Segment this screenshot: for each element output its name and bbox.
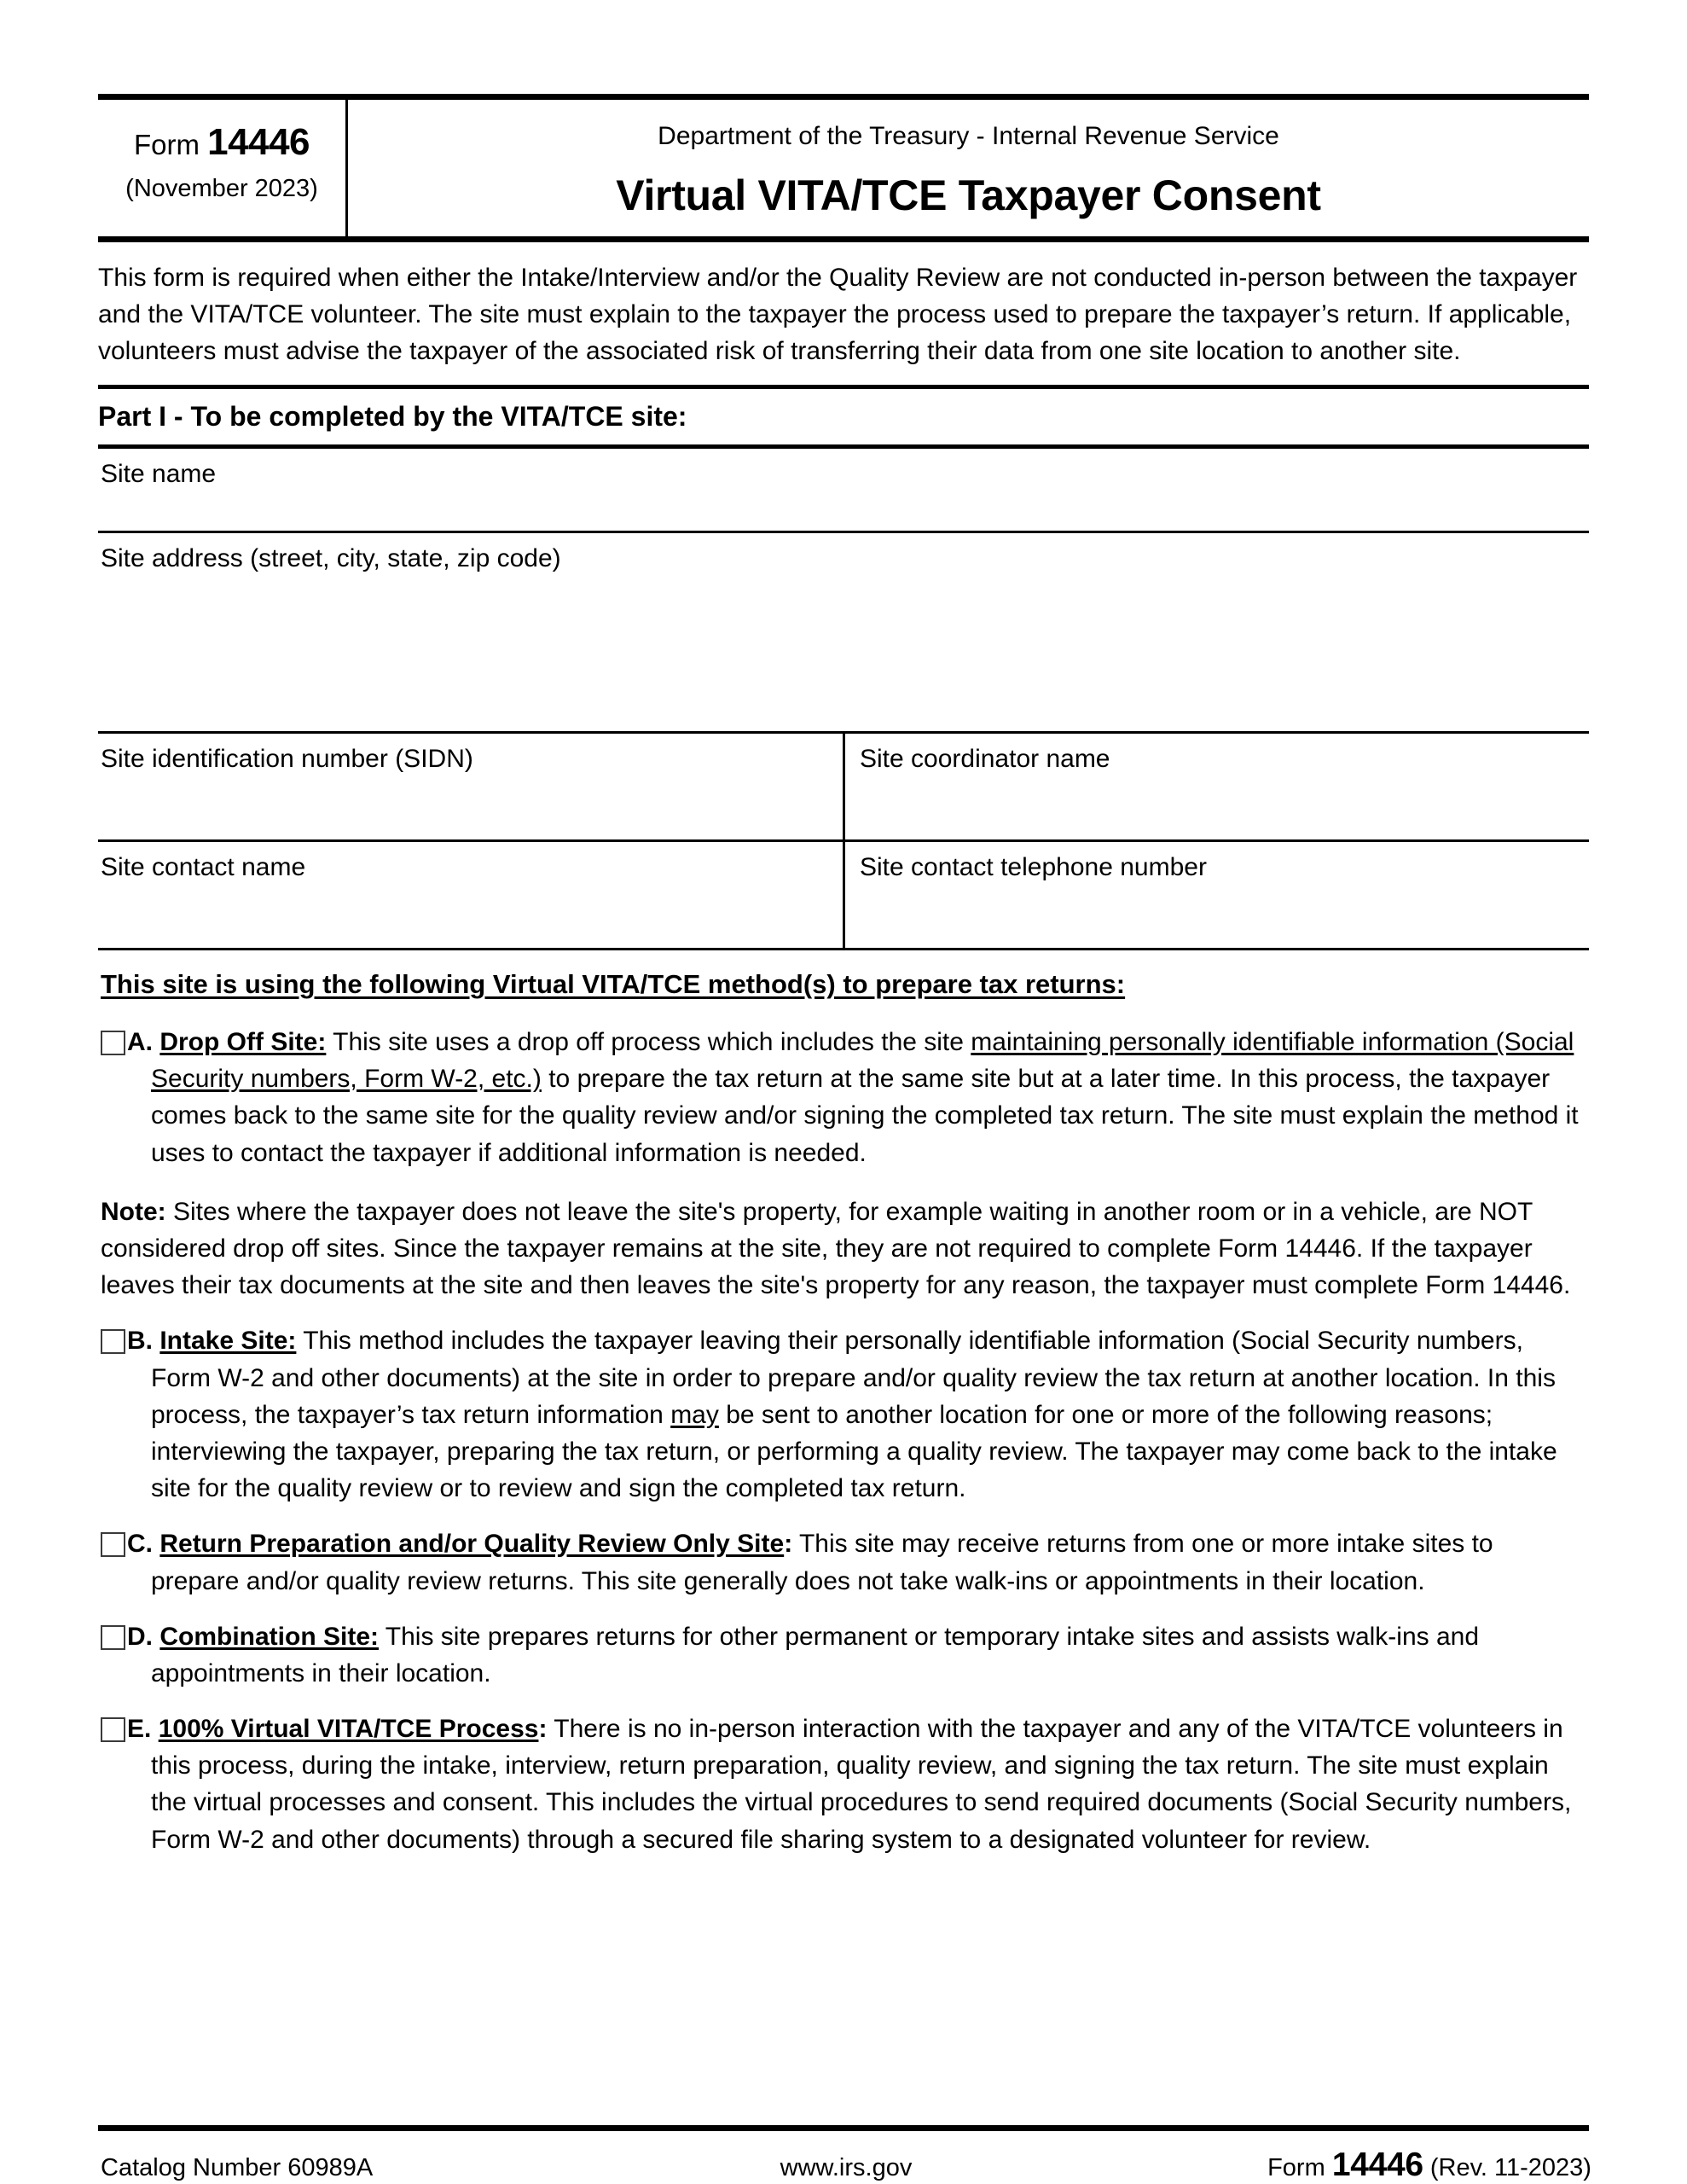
sidn-field[interactable] xyxy=(98,734,843,839)
checkbox-option-e[interactable] xyxy=(101,1717,125,1742)
site-contact-telephone-field[interactable] xyxy=(845,842,1589,948)
agency-name: Department of the Treasury - Internal Revenue Service xyxy=(658,122,1279,150)
option-b-text-part2: be sent to another location for one or more of the following reasons; interviewing the taxpayer, preparing the tax return, or performing a quality review. The taxpayer may come back to the intake site for the quality review or to review and sign the completed tax return. xyxy=(151,1400,1557,1503)
option-a-underlined-phrase: maintaining personally identifiable information (Social Security numbers, Form W-2, etc.) xyxy=(151,1028,1574,1094)
option-b-letter: B. xyxy=(127,1327,153,1356)
checkbox-option-c[interactable] xyxy=(101,1532,125,1557)
irs-website[interactable]: www.irs.gov xyxy=(780,2154,913,2181)
header-bottom-rule xyxy=(98,236,1589,242)
checkbox-option-a[interactable] xyxy=(101,1031,125,1055)
site-address-field[interactable] xyxy=(98,533,1589,731)
method-option-a-text xyxy=(125,1024,1589,1171)
form-identity-block xyxy=(98,100,345,236)
page-title: Virtual VITA/TCE Taxpayer Consent xyxy=(616,171,1321,219)
header-top-rule xyxy=(98,94,1589,100)
form-title-block xyxy=(348,100,1589,236)
method-option-e[interactable] xyxy=(98,1692,1589,1858)
site-contact-telephone-label: Site contact telephone number xyxy=(860,853,1207,882)
method-option-b-text xyxy=(125,1322,1589,1507)
catalog-number: Catalog Number 60989A xyxy=(101,2154,374,2181)
drop-off-note xyxy=(98,1171,1589,1304)
method-option-c[interactable] xyxy=(98,1507,1589,1599)
form-number-line xyxy=(98,119,345,166)
site-contact-name-label: Site contact name xyxy=(101,853,306,882)
checkbox-option-b[interactable] xyxy=(101,1329,125,1354)
form-revision-date: (November 2023) xyxy=(125,175,318,203)
site-coordinator-label: Site coordinator name xyxy=(860,745,1110,774)
intro-paragraph: This form is required when either the Intake/Interview and/or the Quality Review are not conducted in-person between the taxpayer and the VITA/TCE volunteer. The site must explain to the taxpayer the process used to prepare the taxpayer’s return. If applicable, volunteers must advise the taxpayer of the associated risk of transferring their data from one site location to another site. xyxy=(98,263,1578,365)
form-number: 14446 xyxy=(207,121,310,163)
contact-row xyxy=(98,842,1589,948)
method-option-d[interactable] xyxy=(98,1600,1589,1692)
option-a-term: Drop Off Site: xyxy=(159,1028,327,1057)
methods-heading: This site is using the following Virtual VITA/TCE method(s) to prepare tax returns: xyxy=(101,969,1126,1000)
method-option-c-text xyxy=(125,1525,1589,1599)
option-c-letter: C. xyxy=(127,1530,153,1559)
option-b-underlined-phrase: may xyxy=(670,1400,719,1429)
method-option-a[interactable] xyxy=(98,1005,1589,1171)
method-option-e-text xyxy=(125,1711,1589,1858)
sidn-coordinator-row xyxy=(98,734,1589,839)
method-option-b[interactable] xyxy=(98,1304,1589,1507)
checkbox-option-d[interactable] xyxy=(101,1625,125,1650)
page-spacer xyxy=(98,1858,1589,2125)
option-a-letter: A. xyxy=(127,1028,153,1057)
option-d-term: Combination Site: xyxy=(159,1622,379,1651)
option-b-text-part1: This method includes the taxpayer leaving their personally identifiable information (Social Security numbers, Form W-2 and other documents) at the site in order to prepare and/or quality review the tax return at another location. In this process, the taxpayer’s tax return information xyxy=(151,1327,1556,1429)
option-c-text-part1: This site may receive returns from one or more intake sites to prepare and/or quality review returns. This site generally does not take walk-ins or appointments in their location. xyxy=(151,1530,1493,1595)
form-label: Form xyxy=(133,129,200,160)
option-d-text-part1: This site prepares returns for other permanent or temporary intake sites and assists walk-ins and appointments in their location. xyxy=(151,1622,1480,1687)
note-label: Note: xyxy=(101,1197,166,1226)
option-e-term: 100% Virtual VITA/TCE Process xyxy=(158,1715,539,1744)
option-e-term-suffix: : xyxy=(538,1715,548,1744)
page-footer xyxy=(98,2131,1589,2184)
sidn-label: Site identification number (SIDN) xyxy=(101,745,473,774)
part-one-heading: Part I - To be completed by the VITA/TCE site: xyxy=(98,401,687,433)
site-name-field[interactable] xyxy=(98,449,1589,531)
site-coordinator-field[interactable] xyxy=(845,734,1589,839)
option-d-letter: D. xyxy=(127,1622,153,1651)
option-a-text-part2: to prepare the tax return at the same site but at a later time. In this process, the taxpayer comes back to the same site for the quality review and/or signing the completed tax return. The site must explain the method it uses to contact the taxpayer if additional information is needed. xyxy=(151,1065,1579,1167)
option-e-letter: E. xyxy=(127,1715,152,1744)
footer-form-number: 14446 xyxy=(1331,2146,1423,2183)
footer-rule xyxy=(98,2125,1589,2131)
footer-revision: (Rev. 11-2023) xyxy=(1429,2154,1591,2181)
option-e-text-part1: There is no in-person interaction with the taxpayer and any of the VITA/TCE volunteers in this process, during the intake, interview, return preparation, quality review, and signing the tax return. The site must explain the virtual processes and consent. This includes the virtual procedures to send required documents (Social Security numbers, Form W-2 and other documents) through a secured file sharing system to a designated volunteer for review. xyxy=(151,1715,1572,1854)
site-name-label: Site name xyxy=(101,460,217,489)
footer-form-label: Form xyxy=(1267,2154,1325,2181)
site-address-label: Site address (street, city, state, zip code) xyxy=(101,544,561,573)
form-header xyxy=(98,100,1589,236)
option-b-term: Intake Site: xyxy=(159,1327,297,1356)
method-option-d-text xyxy=(125,1618,1589,1692)
note-text: Sites where the taxpayer does not leave the site's property, for example waiting in another room or in a vehicle, are NOT considered drop off sites. Since the taxpayer remains at the site, they are not required to complete Form 14446. If the taxpayer leaves their tax documents at the site and then leaves the site's property for any reason, the taxpayer must complete Form 14446. xyxy=(101,1197,1571,1300)
site-contact-name-field[interactable] xyxy=(98,842,843,948)
option-a-text-part1: This site uses a drop off process which includes the site xyxy=(326,1028,971,1057)
footer-form-identity xyxy=(1099,2146,1591,2184)
option-c-term-suffix: : xyxy=(784,1530,793,1559)
option-c-term: Return Preparation and/or Quality Review Only Site xyxy=(159,1530,785,1559)
